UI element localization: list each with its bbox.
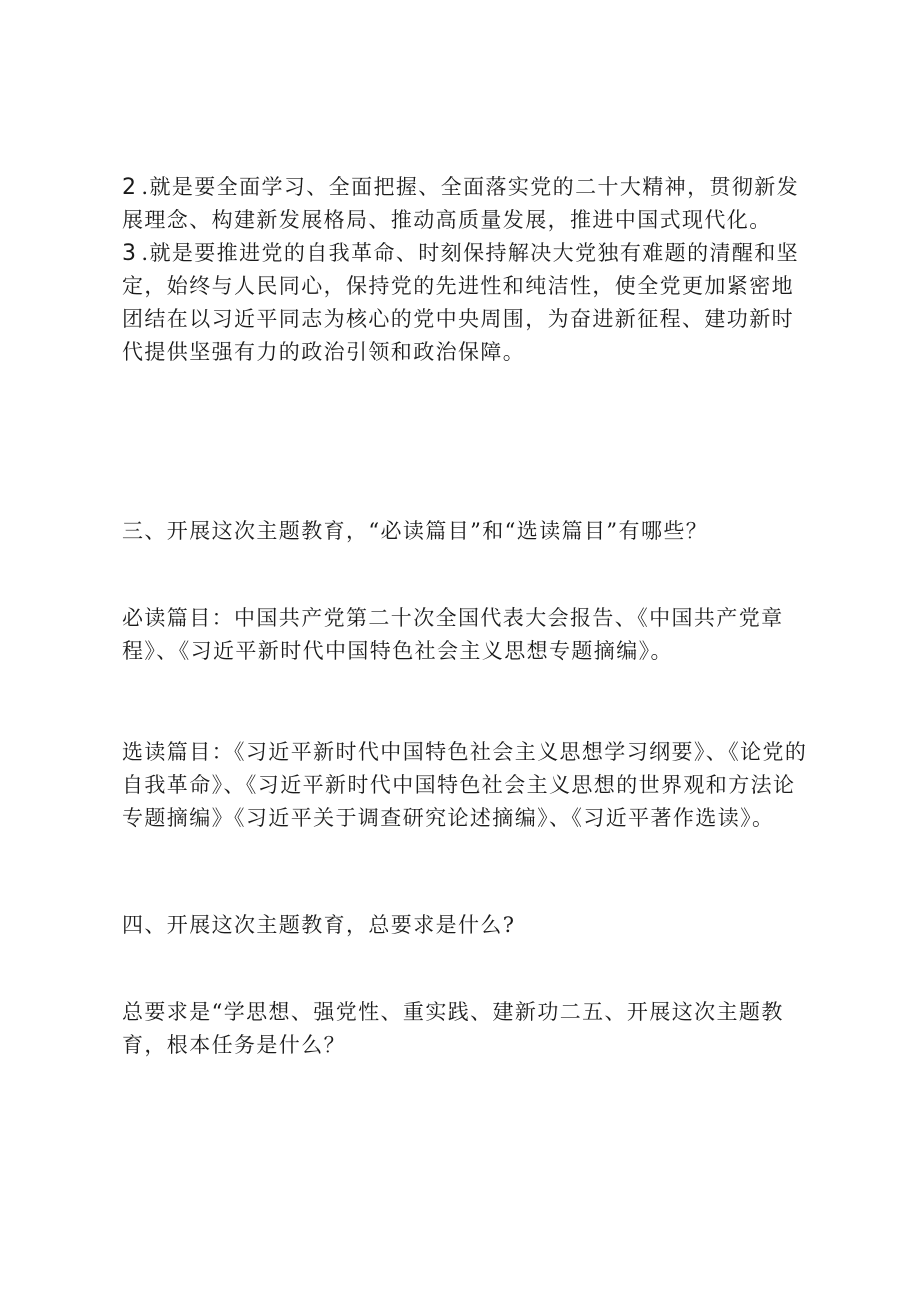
list-item-2 xyxy=(122,171,812,237)
section-4-heading: 四、开展这次主题教育，总要求是什么? xyxy=(122,913,516,937)
optional-reading-paragraph: 选读篇目：《习近平新时代中国特色社会主义思想学习纲要》、《论党的自我革命》、《习近平新时代中国特色社会主义思想的世界观和方法论专题摘编》《习近平关于调查研究论述摘编》、《习近平著作选读》。 xyxy=(122,740,808,830)
list-item-number: 3 xyxy=(122,241,138,266)
section-3-heading: 三、开展这次主题教育，“必读篇目”和“选读篇目”有哪些？ xyxy=(122,519,709,543)
list-item-number: 2 xyxy=(122,175,138,200)
section-4-answer-paragraph: 总要求是“学思想、强党性、重实践、建新功二五、开展这次主题教育，根本任务是什么？ xyxy=(122,1000,784,1057)
list-item-text: .就是要推进党的自我革命、时刻保持解决大党独有难题的清醒和坚定，始终与人民同心，保持党的先进性和纯洁性，使全党更加紧密地团结在以习近平同志为核心的党中央周围，为奋进新征程、建功新时代提供坚强有力的政治引领和政治保障。 xyxy=(122,241,800,364)
list-item-3 xyxy=(122,237,812,369)
numbered-list xyxy=(122,171,812,369)
list-item-text: .就是要全面学习、全面把握、全面落实党的二十大精神，贯彻新发展理念、构建新发展格局、推动高质量发展，推进中国式现代化。 xyxy=(122,175,800,232)
required-reading-paragraph: 必读篇目：中国共产党第二十次全国代表大会报告、《中国共产党章程》、《习近平新时代中国特色社会主义思想专题摘编》。 xyxy=(122,606,784,663)
